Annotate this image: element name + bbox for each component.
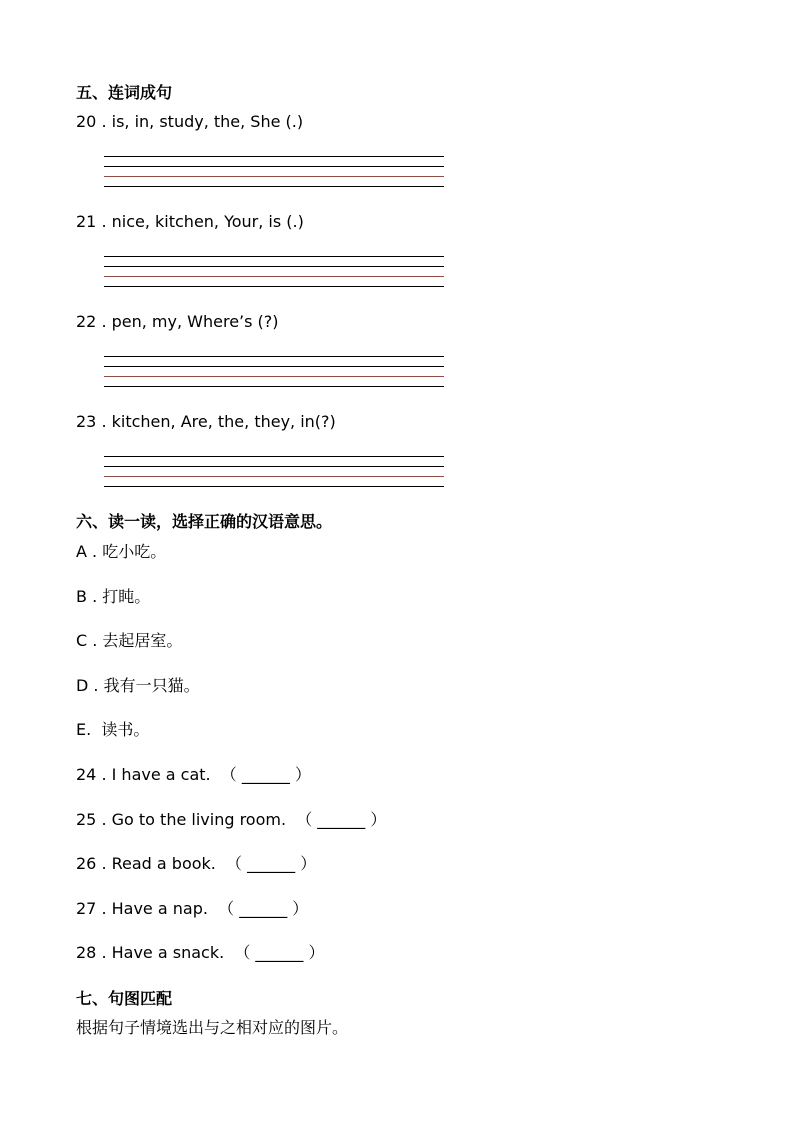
- writing-line: [104, 266, 444, 267]
- writing-line: [104, 166, 444, 167]
- option-e: E. 读书。: [76, 720, 150, 739]
- writing-line-red: [104, 176, 444, 177]
- question-26[interactable]: 26 . Read a book. （ ______ ）: [76, 854, 317, 873]
- question-20: 20 . is, in, study, the, She (.): [76, 112, 304, 131]
- section-5-title: 五、连词成句: [76, 83, 173, 102]
- option-b: B . 打盹。: [76, 587, 151, 606]
- writing-lines-21[interactable]: [104, 256, 444, 287]
- question-25[interactable]: 25 . Go to the living room. （ ______ ）: [76, 810, 387, 829]
- option-a: A . 吃小吃。: [76, 542, 167, 561]
- writing-line: [104, 466, 444, 467]
- writing-line: [104, 256, 444, 257]
- section-7-title: 七、句图匹配: [76, 989, 173, 1008]
- writing-lines-23[interactable]: [104, 456, 444, 487]
- writing-line: [104, 156, 444, 157]
- writing-lines-20[interactable]: [104, 156, 444, 187]
- question-24[interactable]: 24 . I have a cat. （ ______ ）: [76, 765, 311, 784]
- section-6-title: 六、读一读，选择正确的汉语意思。: [76, 512, 333, 531]
- question-22: 22 . pen, my, Where’s (?): [76, 312, 279, 331]
- question-27[interactable]: 27 . Have a nap. （ ______ ）: [76, 899, 309, 918]
- question-21: 21 . nice, kitchen, Your, is (.): [76, 212, 304, 231]
- writing-line-red: [104, 476, 444, 477]
- writing-line: [104, 356, 444, 357]
- writing-lines-22[interactable]: [104, 356, 444, 387]
- writing-line: [104, 286, 444, 287]
- writing-line-red: [104, 276, 444, 277]
- writing-line: [104, 456, 444, 457]
- writing-line: [104, 386, 444, 387]
- option-d: D . 我有一只猫。: [76, 676, 200, 695]
- writing-line: [104, 366, 444, 367]
- option-c: C . 去起居室。: [76, 631, 183, 650]
- writing-line: [104, 186, 444, 187]
- question-23: 23 . kitchen, Are, the, they, in(?): [76, 412, 336, 431]
- section-7-instruction: 根据句子情境选出与之相对应的图片。: [76, 1018, 349, 1037]
- writing-line-red: [104, 376, 444, 377]
- question-28[interactable]: 28 . Have a snack. （ ______ ）: [76, 943, 325, 962]
- writing-line: [104, 486, 444, 487]
